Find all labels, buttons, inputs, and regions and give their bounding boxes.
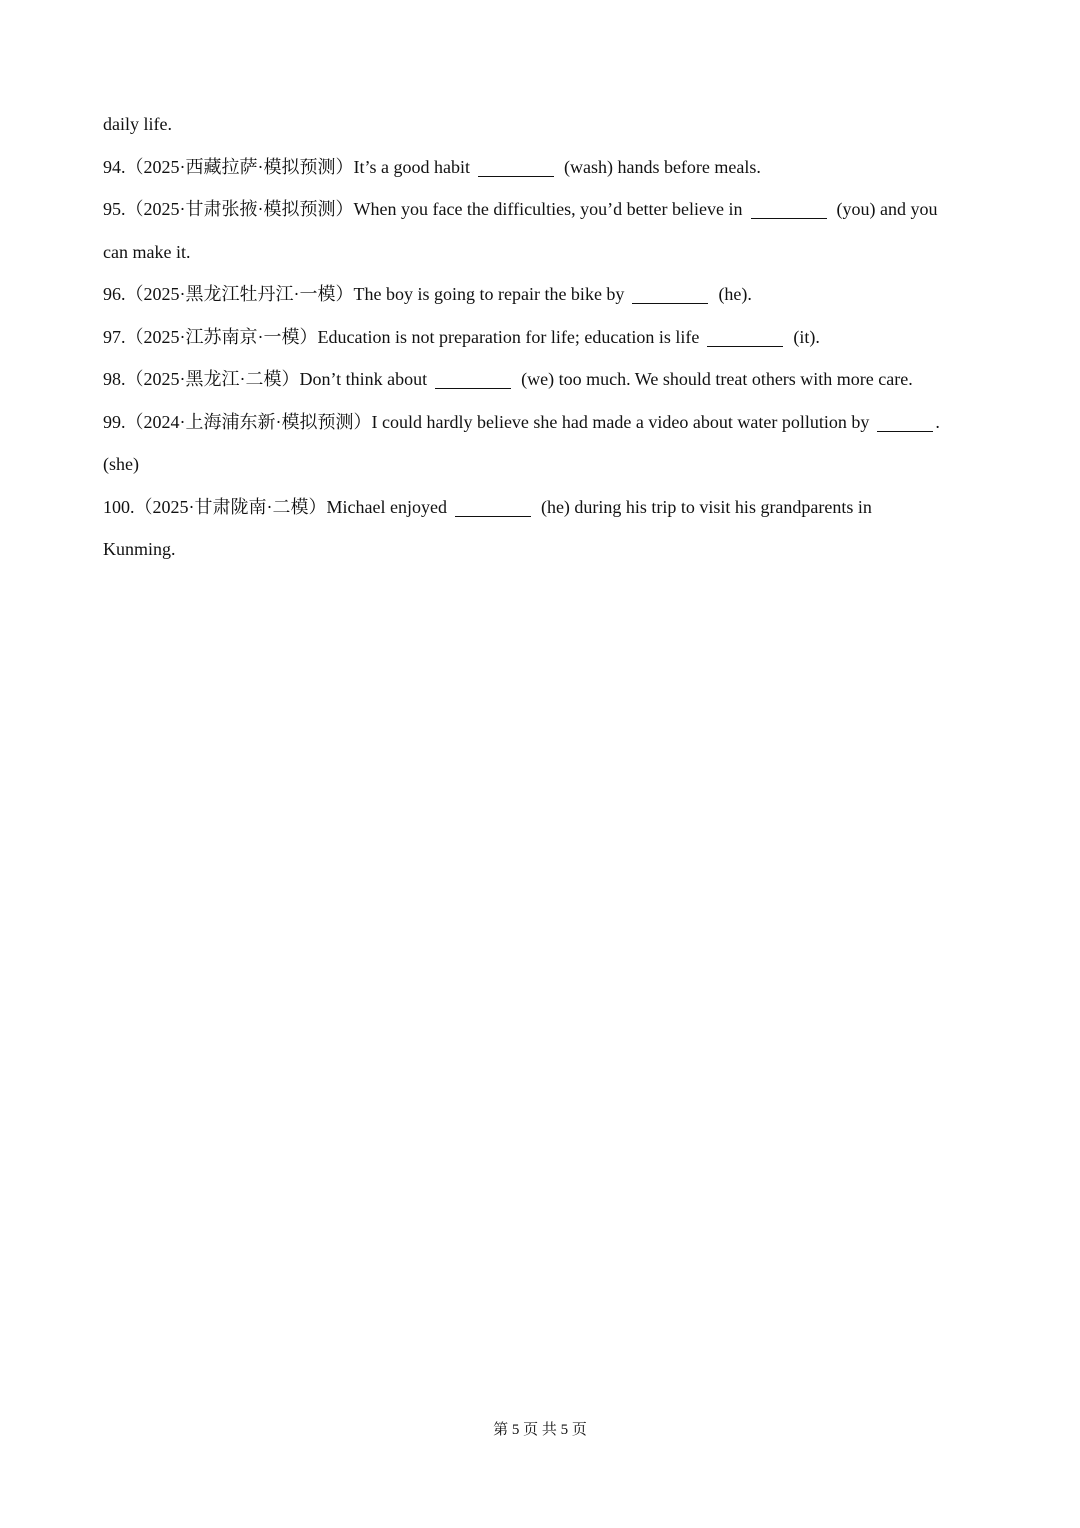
- question-text: 94.（2025·西藏拉萨·模拟预测）It’s a good habit: [103, 156, 470, 177]
- question-95: [103, 188, 983, 231]
- question-100-continuation: Kunming.: [103, 539, 176, 559]
- answer-blank[interactable]: [632, 285, 708, 304]
- question-text: (we) too much. We should treat others with more care.: [521, 369, 913, 389]
- page-footer: 第 5 页 共 5 页: [493, 1422, 587, 1438]
- question-text: 96.（2025·黑龙江牡丹江·一模）The boy is going to repair the bike by: [103, 284, 625, 304]
- exercise-list: [103, 103, 983, 571]
- question-text: 97.（2025·江苏南京·一模）Education is not preparation for life; education is life: [103, 326, 700, 347]
- question-text: (he).: [718, 284, 752, 304]
- answer-blank[interactable]: [877, 413, 933, 432]
- question-100: [103, 486, 983, 529]
- question-94: [103, 146, 983, 189]
- question-99-continuation: (she): [103, 454, 139, 474]
- answer-blank[interactable]: [751, 200, 827, 219]
- question-text: (it).: [793, 326, 820, 347]
- answer-blank[interactable]: [435, 370, 511, 389]
- question-99: [103, 401, 983, 444]
- answer-blank[interactable]: [707, 328, 783, 347]
- text-line-continuation: daily life.: [103, 114, 172, 134]
- answer-blank[interactable]: [455, 498, 531, 517]
- question-text: 98.（2025·黑龙江·二模）Don’t think about: [103, 369, 428, 389]
- question-text: (he) during his trip to visit his grandparents in: [540, 496, 872, 517]
- question-text: 95.（2025·甘肃张掖·模拟预测）When you face the difficulties, you’d better believe in: [103, 199, 743, 219]
- question-text: .: [935, 411, 940, 432]
- question-text: (wash) hands before meals.: [563, 156, 761, 177]
- question-text: 100.（2025·甘肃陇南·二模）Michael enjoyed: [103, 496, 447, 517]
- question-98: [103, 358, 983, 401]
- question-text: (you) and you: [836, 199, 938, 219]
- question-96: [103, 273, 983, 316]
- answer-blank[interactable]: [478, 158, 554, 177]
- question-95-continuation: can make it.: [103, 241, 191, 262]
- question-text: 99.（2024·上海浦东新·模拟预测）I could hardly believe she had made a video about water pollution by: [103, 411, 870, 432]
- question-97: [103, 316, 983, 359]
